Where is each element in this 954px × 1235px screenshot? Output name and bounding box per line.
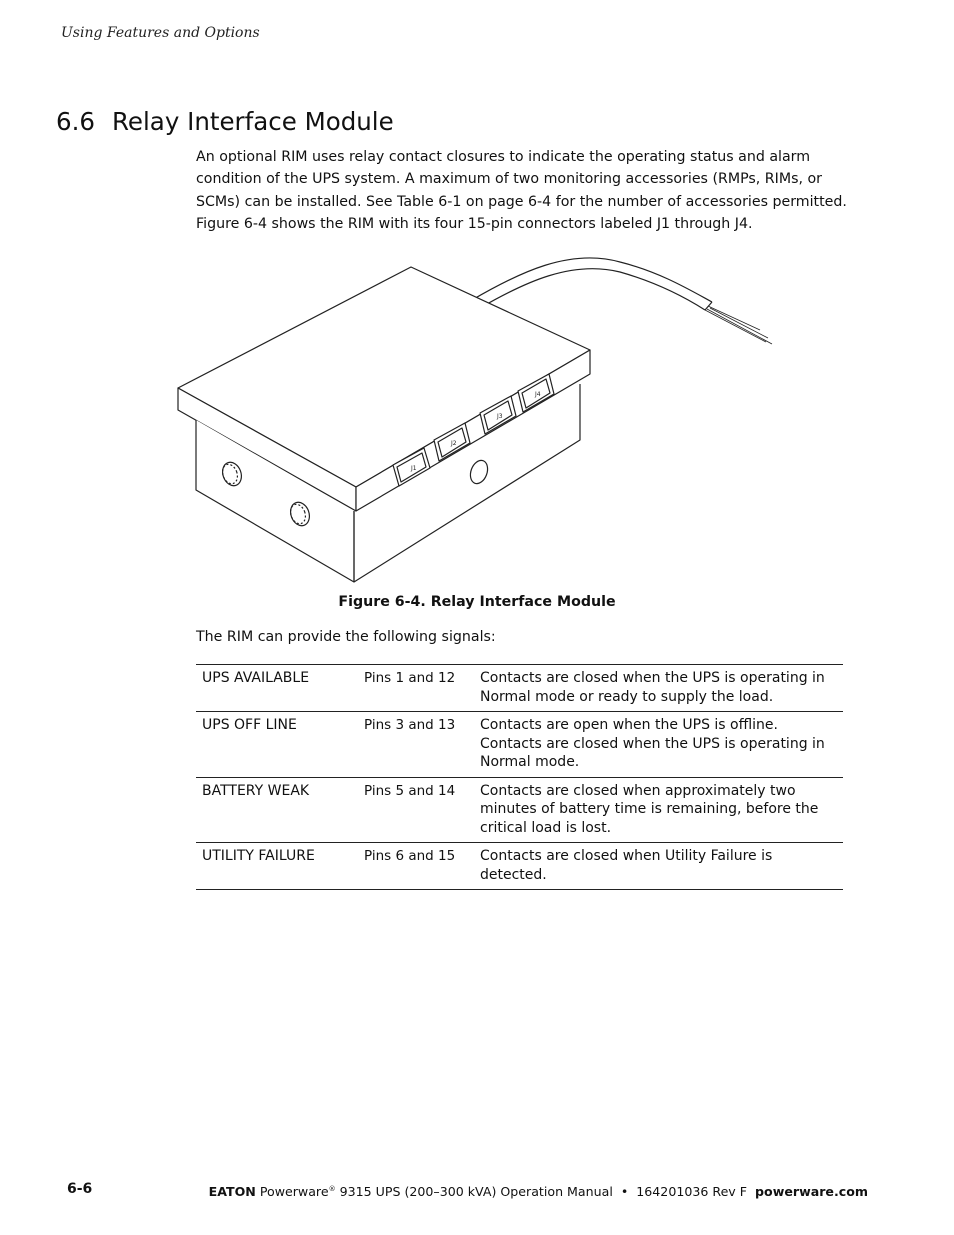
signal-description: Contacts are closed when Utility Failure is detected. — [474, 843, 843, 890]
signals-table — [196, 664, 843, 890]
signal-description: Contacts are open when the UPS is offline. Contacts are closed when the UPS is operating in Normal mode. — [474, 712, 843, 778]
signal-description: Contacts are closed when the UPS is operating in Normal mode or ready to supply the load. — [474, 665, 843, 712]
registered-mark: ® — [328, 1184, 336, 1193]
signal-description: Contacts are closed when approximately two minutes of battery time is remaining, before the critical load is lost. — [474, 777, 843, 843]
running-header: Using Features and Options — [61, 25, 260, 41]
section-title: Relay Interface Module — [112, 107, 394, 136]
signal-pins: Pins 6 and 15 — [358, 843, 474, 890]
signal-pins: Pins 1 and 12 — [358, 665, 474, 712]
footer-document-info — [209, 1184, 868, 1199]
footer-website: powerware.com — [755, 1184, 868, 1199]
signal-name: UTILITY FAILURE — [196, 843, 358, 890]
signal-pins: Pins 5 and 14 — [358, 777, 474, 843]
signal-name: UPS OFF LINE — [196, 712, 358, 778]
rim-figure — [170, 250, 790, 590]
relay-interface-module-illustration — [170, 250, 790, 590]
table-row — [196, 712, 843, 778]
figure-caption: Figure 6-4. Relay Interface Module — [338, 594, 616, 610]
footer-doc-title: 9315 UPS (200–300 kVA) Operation Manual • 164201036 Rev F — [335, 1184, 756, 1199]
page-number: 6-6 — [67, 1181, 93, 1197]
table-row — [196, 777, 843, 843]
connector-label-j3: J3 — [497, 413, 503, 420]
table-row — [196, 843, 843, 890]
signal-pins: Pins 3 and 13 — [358, 712, 474, 778]
section-number: 6.6 — [56, 107, 95, 136]
signals-lead: The RIM can provide the following signals: — [196, 629, 496, 645]
footer-product: Powerware — [259, 1184, 329, 1199]
table-row — [196, 665, 843, 712]
signal-name: UPS AVAILABLE — [196, 665, 358, 712]
connector-label-j2: J2 — [451, 440, 457, 447]
signal-name: BATTERY WEAK — [196, 777, 358, 843]
section-heading — [56, 107, 394, 136]
connector-label-j1: J1 — [411, 465, 417, 472]
footer-brand: EATON — [208, 1184, 256, 1199]
connector-label-j4: J4 — [535, 391, 541, 398]
intro-paragraph: An optional RIM uses relay contact closures to indicate the operating status and alarm condition of the UPS system. A maximum of two monitoring accessories (RMPs, RIMs, or SCMs) can be installed. See Table 6-1 on page 6-4 for the number of accessories permitted. Figure 6-4 shows the RIM with its four 15-pin connectors labeled J1 through J4. — [196, 149, 847, 232]
